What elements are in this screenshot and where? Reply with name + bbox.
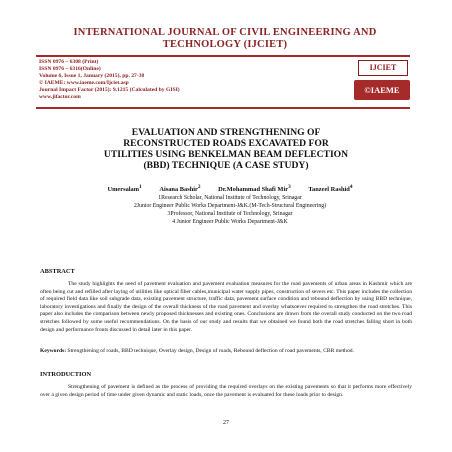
issn-print: ISSN 0976 – 6308 (Print): [39, 59, 99, 65]
abstract-heading: ABSTRACT: [40, 268, 75, 275]
impact-factor: Journal Impact Factor (2015): 9.1215 (Calculated by GISI): [39, 87, 180, 93]
journal-meta: [39, 59, 329, 101]
introduction-text: Strengthening of pavement is defined as the process of providing the required overlays on the existing pavements so that it performs more effectively over a given design period of time under given dynamic and static loads, once the pavement is evaluated for these loads prior to design.: [40, 384, 412, 398]
affiliation: 4 Junior Engineer Public Works Department-J&K: [172, 219, 288, 225]
paper-title: [46, 127, 406, 171]
author-list: [60, 183, 400, 194]
affiliations: [60, 194, 400, 226]
title-line: EVALUATION AND STRENGTHENING OF: [131, 127, 321, 138]
affiliation: 1Research Scholar, National Institute of Technology, Srinagar: [158, 195, 302, 201]
author: Umersalam$^1$: [107, 184, 142, 194]
keywords-text: Strengthening of roads, BBD technique, Overlay design, Design of roads, Rebound deflection of road pavements, CBR method.: [66, 348, 354, 354]
jifactor-link: www.jifactor.com: [39, 94, 81, 100]
affiliation: 2Junior Engineer Public Works Department-J&K.(M-Tech-Structural Engineering): [133, 203, 327, 209]
affiliation: 3Professor, National Institute of Technology, Srinagar: [167, 211, 293, 217]
title-line: UTILITIES USING BENKELMAN BEAM DEFLECTION: [103, 149, 349, 160]
page-number: 27: [223, 420, 229, 426]
journal-website: © IAEME: www.iaeme.com/Ijciet.asp: [39, 80, 129, 86]
journal-title-line-1: INTERNATIONAL JOURNAL OF CIVIL ENGINEERING AND: [73, 27, 377, 38]
title-line: RECONSTRUCTED ROADS EXCAVATED FOR: [123, 138, 329, 149]
keywords-label: Keywords:: [40, 348, 67, 354]
author: Dr.Mohammad Shafi Mir$^3$: [218, 184, 291, 194]
publisher-logo: ©IAEME: [354, 80, 410, 100]
author: Aisana Bashir$^2$: [159, 184, 201, 194]
journal-masthead: [36, 55, 410, 109]
journal-title-line-2: TECHNOLOGY (IJCIET): [162, 39, 288, 50]
journal-title: [40, 27, 410, 51]
abstract-text: The study highlights the need of pavement evaluation and pavement evaluation measures for the road pavements of urban areas in Kashmir which are often being cut and refilled after laying of utilities like optical fiber cables,municipal water supply pipes, construction of severs etc. This paper includes the collection of required field data like soil subgrade data, existing pavement structure, traffic data, pavement surface condition and rebound deflection by using BBD technique, laboratory investigations and finally the design of the overall thickness of the road pavement and overlay whatsoever required to strengthen the road stretches. This paper also includes the comparison between newly proposed thicknesses and existing ones. Conclusions are drawn from the overall study conducted on the two road stretches followed by some useful recommendations. On the basis of our study and results that we obtained we found both the road stretches falling short in both design and performance fronts discussed in detail later in this paper.: [40, 281, 412, 333]
journal-badge: IJCIET: [358, 60, 408, 76]
introduction-heading: INTRODUCTION: [40, 371, 92, 378]
title-line: (BBD) TECHNIQUE (A CASE STUDY): [143, 160, 309, 171]
keywords: [40, 348, 412, 356]
volume-issue: Volume 6, Issue 1, January (2015), pp. 27-38: [39, 73, 145, 79]
author: Tanzeel Rashid$^4$: [308, 184, 353, 194]
issn-online: ISSN 0976 – 6316(Online): [39, 66, 101, 72]
